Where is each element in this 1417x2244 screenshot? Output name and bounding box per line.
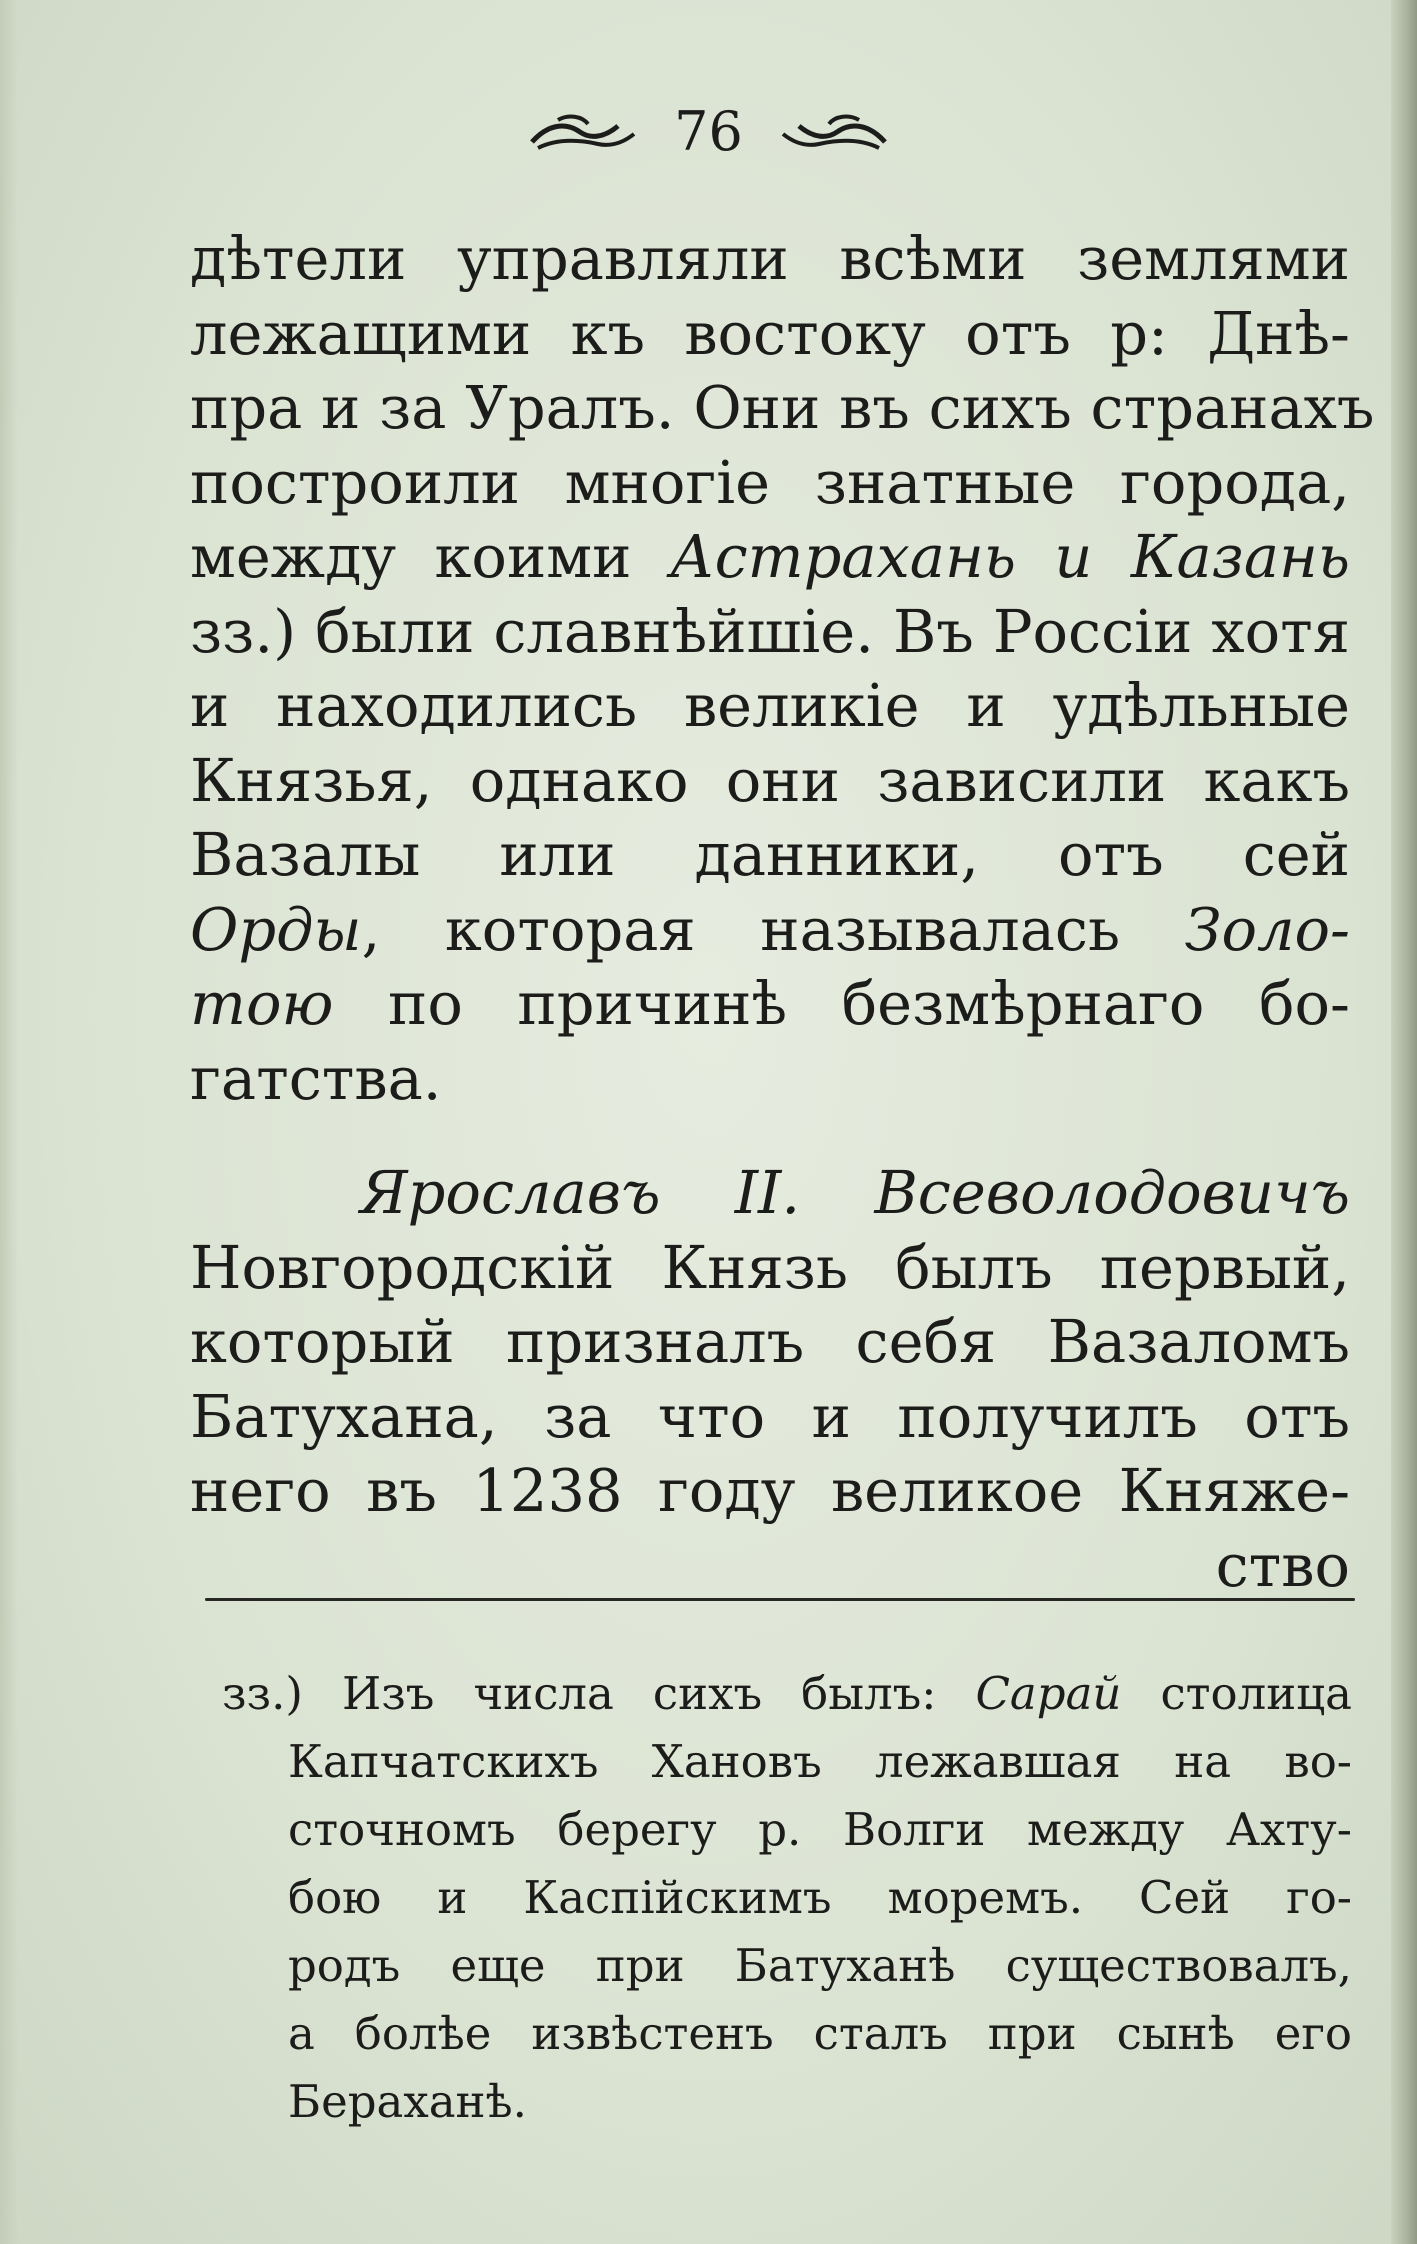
footnote (222, 1660, 1352, 2136)
footnote-line: Бераханѣ. (288, 2075, 527, 2128)
footnote-line: бою и Каспiйскимъ моремъ. Сей го- (288, 1871, 1352, 1924)
text-line (190, 893, 1350, 968)
catchword: ство (1215, 1530, 1350, 1600)
italic-name: Ярославъ II. Всеволодовичъ (360, 1158, 1350, 1227)
text-line: дѣтели управляли всѣми землями (190, 224, 1350, 293)
italic-word: Сарай (975, 1667, 1122, 1720)
page-number: 76 (674, 100, 743, 163)
footnote-line: Капчатскихъ Хановъ лежавшая на во- (288, 1735, 1352, 1788)
text-line: Батухана, за что и получилъ отъ (190, 1381, 1350, 1451)
italic-word: Золо- (1184, 894, 1350, 964)
text-line: него въ 1238 году великое Княже- (190, 1456, 1350, 1525)
italic-place-names: Астрахань и Казань (669, 522, 1350, 591)
footnote-line: а болѣе извѣстенъ сталъ при сынѣ его (288, 2007, 1352, 2060)
footnote-line: сточномъ берегу р. Волги между Ахту- (288, 1803, 1352, 1856)
right-ornament-icon (779, 112, 889, 152)
italic-word: Орды (190, 894, 362, 964)
text-line: Вазалы или данники, отъ сей (190, 820, 1350, 889)
paragraph-gap (190, 1116, 1350, 1156)
text-line: лежащими къ востоку отъ р: Днѣ- (190, 298, 1350, 368)
text-line: гатства. (190, 1043, 442, 1113)
footnote-divider (205, 1598, 1355, 1601)
text-span: столица (1121, 1667, 1352, 1720)
footnote-line (222, 1660, 1352, 1728)
italic-word: тою (190, 969, 334, 1038)
text-line: пра и за Уралъ. Они въ сихъ странахъ (190, 373, 1375, 442)
text-line: Новгородскiй Князь былъ первый, (190, 1232, 1350, 1302)
text-span: по причинѣ безмѣрнаго бо- (333, 969, 1350, 1038)
page-left-shadow (0, 0, 18, 2244)
text-span: зз.) Изъ числа сихъ былъ: (222, 1667, 976, 1720)
left-ornament-icon (528, 112, 638, 152)
text-line: который призналъ себя Вазаломъ (190, 1307, 1350, 1376)
text-line (190, 520, 1350, 595)
footnote-line: родъ еще при Батуханѣ существовалъ, (288, 1939, 1352, 1992)
page-header (0, 92, 1417, 172)
text-span: между коими (190, 522, 670, 591)
text-span: , которая называлась (361, 894, 1185, 964)
text-line: и находились великiе и удѣльные (190, 671, 1350, 740)
text-line (190, 967, 1350, 1042)
main-text (190, 222, 1375, 1603)
text-line: зз.) были славнѣйшiе. Въ Россiи хотя (190, 596, 1350, 666)
text-line (190, 1156, 1350, 1231)
text-line: Князья, однако они зависили какъ (190, 745, 1350, 815)
text-line: построили многiе знатные города, (190, 447, 1350, 517)
page-right-edge (1391, 0, 1417, 2244)
